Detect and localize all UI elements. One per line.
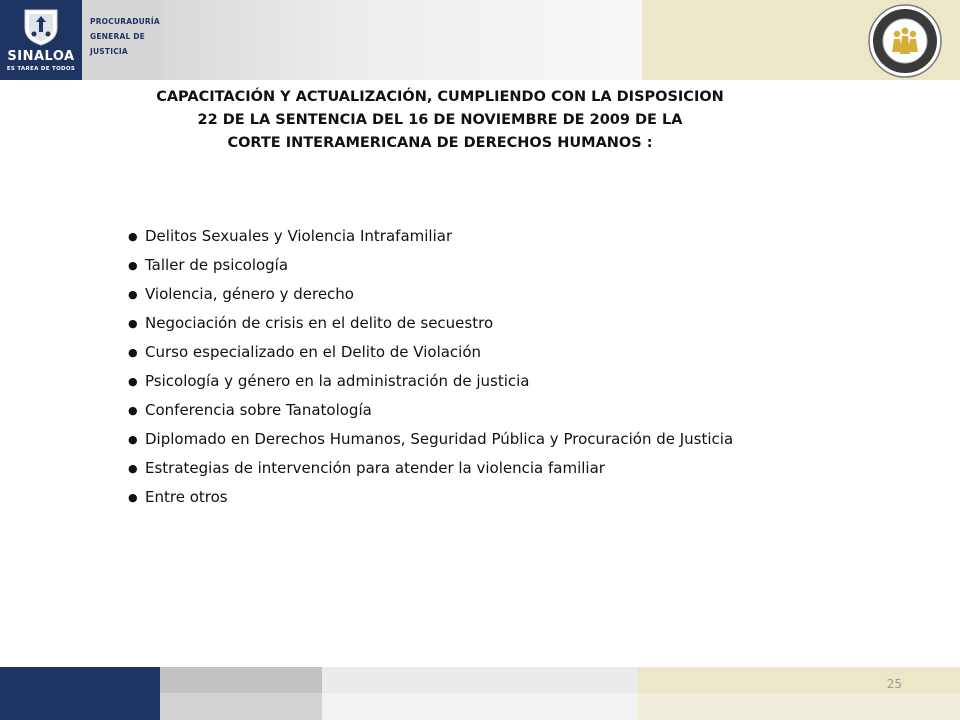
list-item — [128, 222, 828, 251]
list-item-text: Violencia, género y derecho — [145, 285, 354, 303]
bullet-dot-icon: ● — [128, 433, 138, 446]
list-item — [128, 483, 828, 512]
footer-cream-block-bottom — [638, 693, 960, 720]
seal-emblem-icon — [868, 4, 942, 78]
bullet-dot-icon: ● — [128, 462, 138, 475]
header-logo-block — [0, 0, 82, 80]
list-item — [128, 425, 828, 454]
list-item — [128, 338, 828, 367]
footer-light-block-top — [322, 667, 638, 693]
list-item — [128, 251, 828, 280]
footer-gray-block-bottom — [160, 693, 322, 720]
list-item — [128, 309, 828, 338]
list-item-text: Curso especializado en el Delito de Violación — [145, 343, 482, 361]
list-item-text: Negociación de crisis en el delito de secuestro — [145, 314, 494, 332]
slide-title-line-2: 22 DE LA SENTENCIA DEL 16 DE NOVIEMBRE DE 2009 DE LA — [197, 112, 683, 128]
list-item-text: Taller de psicología — [145, 256, 289, 274]
list-item — [128, 396, 828, 425]
bullet-dot-icon: ● — [128, 288, 138, 301]
header-gradient-band — [162, 0, 642, 80]
slide-title — [130, 86, 750, 155]
slide-title-line-1: CAPACITACIÓN Y ACTUALIZACIÓN, CUMPLIENDO CON LA DISPOSICION — [156, 89, 724, 105]
footer-cream-block-top — [638, 667, 960, 693]
list-item-text: Diplomado en Derechos Humanos, Seguridad Pública y Procuración de Justicia — [145, 430, 734, 448]
state-shield-icon — [22, 6, 60, 46]
list-item-text: Conferencia sobre Tanatología — [145, 401, 372, 419]
bullet-dot-icon: ● — [128, 491, 138, 504]
footer-gray-block-top — [160, 667, 322, 693]
slide-title-line-3: CORTE INTERAMERICANA DE DERECHOS HUMANOS : — [227, 135, 653, 151]
footer-navy-block — [0, 667, 160, 720]
list-item — [128, 367, 828, 396]
training-list — [128, 222, 828, 512]
agency-name-line-1: PROCURADURÍA — [90, 17, 160, 26]
bullet-dot-icon: ● — [128, 259, 138, 272]
bullet-dot-icon: ● — [128, 346, 138, 359]
logo-word: SINALOA — [7, 49, 75, 64]
bullet-dot-icon: ● — [128, 230, 138, 243]
list-item-text: Psicología y género en la administración de justicia — [145, 372, 530, 390]
list-item-text: Entre otros — [145, 488, 228, 506]
agency-name-line-2: GENERAL DE — [90, 32, 145, 41]
bullet-dot-icon: ● — [128, 317, 138, 330]
list-item-text: Estrategias de intervención para atender la violencia familiar — [145, 459, 605, 477]
logo-tagline: ES TAREA DE TODOS — [6, 66, 76, 72]
page-number: 25 — [886, 677, 902, 691]
agency-name-line-3: JUSTICIA — [90, 47, 128, 56]
list-item-text: Delitos Sexuales y Violencia Intrafamiliar — [145, 227, 453, 245]
footer-light-block-bottom — [322, 693, 638, 720]
list-item — [128, 454, 828, 483]
bullet-dot-icon: ● — [128, 404, 138, 417]
list-item — [128, 280, 828, 309]
bullet-dot-icon: ● — [128, 375, 138, 388]
